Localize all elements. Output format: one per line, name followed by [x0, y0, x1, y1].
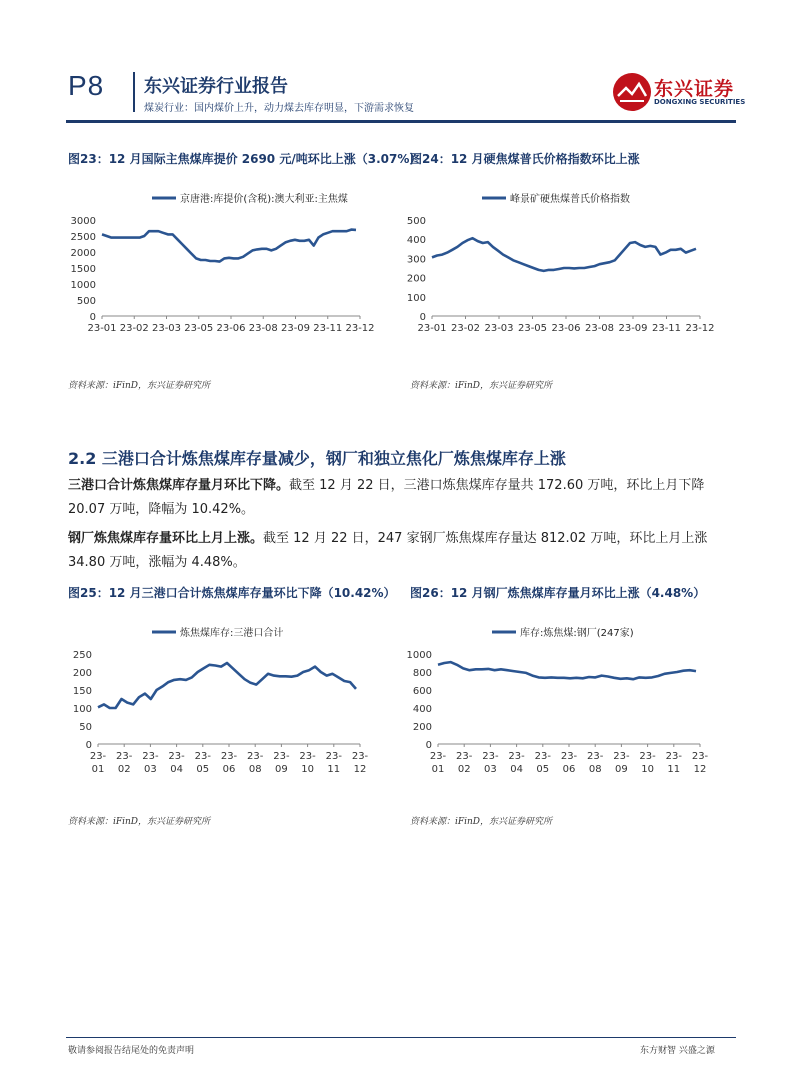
- x-tick-label-month: 10: [301, 764, 314, 775]
- series-line: [102, 230, 356, 262]
- paragraph-1-body: 截至 12 月 22 日，三港口炼焦煤库存量共 172.60 万吨，环比上月下降 20.07 万吨，降幅为 10.42%。: [68, 478, 705, 517]
- x-tick-label-year: 23-: [273, 751, 290, 762]
- x-tick-label: 23-06: [551, 323, 581, 334]
- chart-fig24: [400, 178, 730, 338]
- fig23-source: 资料来源：iFinD，东兴证券研究所: [68, 381, 211, 391]
- x-tick-label-month: 01: [91, 764, 105, 775]
- x-tick-label: 23-01: [417, 323, 447, 334]
- report-title: 东兴证券行业报告: [144, 76, 288, 97]
- footer-disclaimer: 敬请参阅报告结尾处的免责声明: [68, 1046, 195, 1056]
- x-tick-label-year: 23-: [116, 751, 133, 762]
- x-tick-label-month: 03: [484, 764, 497, 775]
- fig24-source: 资料来源：iFinD，东兴证券研究所: [410, 381, 553, 391]
- y-tick-label: 0: [425, 740, 432, 751]
- x-tick-label: 23-02: [450, 323, 481, 334]
- x-tick-label-month: 09: [615, 764, 628, 775]
- y-tick-label: 600: [412, 686, 432, 697]
- header-rule: [66, 120, 736, 123]
- x-tick-label-year: 23-: [299, 751, 316, 762]
- paragraph-1: [68, 474, 738, 522]
- x-tick-label-month: 06: [562, 764, 576, 775]
- fig26-title: 图26：12 月钢厂炼焦煤库存量月环比上涨（4.48%）: [410, 586, 706, 600]
- fig25-source: 资料来源：iFinD，东兴证券研究所: [68, 817, 211, 827]
- series-line: [432, 238, 696, 271]
- y-tick-label: 400: [412, 704, 432, 715]
- x-tick-label-year: 23-: [560, 751, 578, 762]
- y-tick-label: 2500: [70, 232, 96, 243]
- x-tick-label-month: 08: [248, 764, 262, 775]
- x-tick-label-year: 23-: [482, 751, 499, 762]
- y-tick-label: 800: [412, 668, 432, 679]
- y-tick-label: 200: [72, 668, 92, 679]
- x-tick-label-year: 23-: [691, 751, 709, 762]
- logo-english: DONGXING SECURITIES: [654, 98, 746, 106]
- paragraph-1-lead: 三港口合计炼焦煤库存量月环比下降。: [68, 478, 290, 493]
- legend-label: 峰景矿硬焦煤普氏价格指数: [510, 194, 630, 205]
- x-tick-label-year: 23-: [665, 751, 682, 762]
- x-tick-label-year: 23-: [89, 751, 107, 762]
- x-tick-label: 23-03: [484, 323, 514, 334]
- y-tick-label: 1000: [70, 280, 96, 291]
- y-tick-label: 100: [406, 292, 426, 304]
- x-tick-label: 23-11: [651, 323, 682, 334]
- paragraph-2-lead: 钢厂炼焦煤库存量环比上月上涨。: [68, 531, 264, 546]
- y-tick-label: 200: [406, 273, 426, 285]
- x-tick-label-month: 04: [170, 764, 183, 775]
- x-tick-label-month: 05: [536, 764, 550, 775]
- x-tick-label-year: 23-: [142, 751, 159, 762]
- x-tick-label-month: 06: [222, 764, 236, 775]
- y-tick-label: 500: [406, 216, 426, 227]
- x-tick-label-year: 23-: [508, 751, 525, 762]
- footer-rule: [66, 1037, 736, 1038]
- company-logo-icon: [612, 72, 652, 112]
- x-tick-label-month: 10: [641, 764, 654, 775]
- fig25-title: 图25：12 月三港口合计炼焦煤库存量环比下降（10.42%）: [68, 586, 396, 600]
- x-tick-label: 23-12: [685, 323, 715, 334]
- paragraph-2: [68, 527, 738, 575]
- series-line: [438, 662, 696, 679]
- section-heading: 2.2 三港口合计炼焦煤库存量减少，钢厂和独立焦化厂炼焦煤库存上涨: [68, 449, 566, 468]
- x-tick-label: 23-03: [151, 323, 182, 334]
- x-tick-label: 23-08: [584, 323, 615, 334]
- chart-fig25: [60, 618, 390, 788]
- y-tick-label: 2000: [70, 248, 96, 259]
- x-tick-label-month: 01: [431, 764, 445, 775]
- x-tick-label-month: 02: [117, 764, 131, 775]
- x-tick-label-year: 23-: [351, 751, 369, 762]
- x-tick-label-month: 12: [353, 764, 367, 775]
- x-tick-label: 23-12: [345, 323, 375, 334]
- x-tick-label-year: 23-: [194, 751, 211, 762]
- x-tick-label: 23-02: [119, 323, 149, 334]
- x-tick-label-year: 23-: [587, 751, 604, 762]
- y-tick-label: 200: [412, 722, 432, 733]
- y-tick-label: 0: [419, 312, 426, 323]
- x-tick-label-year: 23-: [456, 751, 473, 762]
- header-divider: [133, 72, 135, 112]
- x-tick-label-year: 23-: [247, 751, 264, 762]
- x-tick-label-year: 23-: [325, 751, 342, 762]
- y-tick-label: 50: [79, 722, 92, 733]
- y-tick-label: 3000: [70, 216, 96, 227]
- x-tick-label-month: 04: [510, 764, 523, 775]
- fig24-title: 图24：12 月硬焦煤普氏价格指数环比上涨: [410, 152, 640, 166]
- y-tick-label: 400: [406, 235, 426, 247]
- report-subtitle: 煤炭行业：国内煤价上升，动力煤去库存明显，下游需求恢复: [144, 103, 414, 114]
- chart-fig26: [400, 618, 730, 788]
- x-tick-label: 23-08: [248, 323, 278, 334]
- x-tick-label-year: 23-: [613, 751, 630, 762]
- fig23-title: 图23：12 月国际主焦煤库提价 2690 元/吨环比上涨（3.07%）: [68, 152, 422, 166]
- x-tick-label-year: 23-: [220, 751, 238, 762]
- fig26-source: 资料来源：iFinD，东兴证券研究所: [410, 817, 553, 827]
- x-tick-label-year: 23-: [429, 751, 447, 762]
- y-tick-label: 250: [72, 650, 92, 661]
- legend-label: 炼焦煤库存:三港口合计: [180, 628, 284, 639]
- x-tick-label: 23-11: [313, 323, 343, 334]
- y-tick-label: 1500: [70, 264, 96, 275]
- x-tick-label: 23-09: [618, 323, 648, 334]
- x-tick-label: 23-05: [184, 323, 214, 334]
- x-tick-label-month: 02: [457, 764, 471, 775]
- x-tick-label: 23-05: [517, 323, 548, 334]
- y-tick-label: 1000: [406, 650, 432, 661]
- y-tick-label: 0: [89, 312, 96, 323]
- x-tick-label-month: 09: [275, 764, 288, 775]
- y-tick-label: 300: [406, 254, 426, 266]
- x-tick-label-month: 11: [327, 764, 341, 775]
- x-tick-label-month: 11: [667, 764, 681, 775]
- legend-label: 库存:炼焦煤:钢厂(247家): [520, 628, 634, 639]
- x-tick-label-month: 12: [693, 764, 707, 775]
- y-tick-label: 0: [85, 740, 92, 751]
- x-tick-label-month: 03: [144, 764, 157, 775]
- legend-label: 京唐港:库提价(含税):澳大利亚:主焦煤: [180, 194, 348, 205]
- series-line: [98, 663, 356, 708]
- y-tick-label: 150: [72, 686, 92, 697]
- x-tick-label-year: 23-: [168, 751, 185, 762]
- x-tick-label-month: 05: [196, 764, 210, 775]
- paragraph-2-body: 截至 12 月 22 日，247 家钢厂炼焦煤库存量达 812.02 万吨，环比上月上涨 34.80 万吨，涨幅为 4.48%。: [68, 531, 708, 570]
- page-number: P8: [68, 70, 105, 101]
- chart-fig23: [60, 178, 390, 338]
- x-tick-label-year: 23-: [639, 751, 656, 762]
- y-tick-label: 500: [76, 296, 96, 307]
- x-tick-label: 23-01: [87, 323, 117, 334]
- x-tick-label-month: 08: [588, 764, 602, 775]
- x-tick-label: 23-09: [280, 323, 311, 334]
- y-tick-label: 100: [72, 704, 92, 715]
- logo-text: 东兴证券: [654, 78, 735, 100]
- x-tick-label: 23-06: [216, 323, 246, 334]
- footer-slogan: 东方财智 兴盛之源: [640, 1046, 715, 1056]
- x-tick-label-year: 23-: [534, 751, 551, 762]
